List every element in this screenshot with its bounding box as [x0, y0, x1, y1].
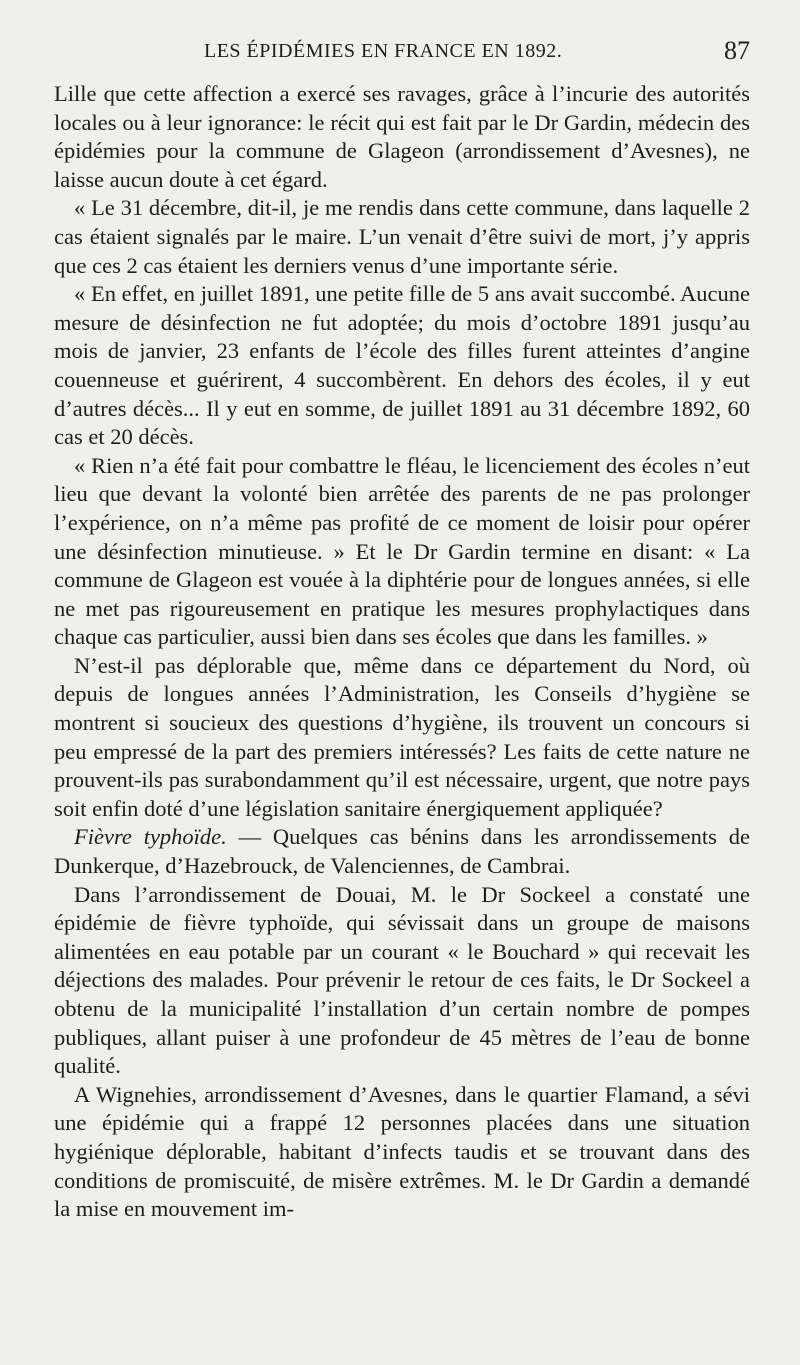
running-title: LES ÉPIDÉMIES EN FRANCE EN 1892.: [204, 40, 563, 62]
paragraph: N’est-il pas déplorable que, même dans ce département du Nord, où depuis de longues années l’Administration, les Conseils d’hygiène se montrent si soucieux des questions d’hygiène, ils trouvent un concours si peu empressé de la part des premiers intéressés? Les faits de cette nature ne prouvent-ils pas surabondamment qu’il est nécessaire, urgent, que notre pays soit enfin doté d’une législation sanitaire énergiquement appliquée?: [54, 652, 750, 821]
section-title: Fièvre typhoïde.: [74, 824, 227, 850]
body-text: [54, 80, 750, 1224]
paragraph: Lille que cette affection a exercé ses ravages, grâce à l’incurie des autorités locales ou à leur ignorance: le récit qui est fait par le Dr Gardin, médecin des épidémies pour la commune de Glageon (arrondissement d’Avesnes), ne laisse aucun doute à cet égard.: [54, 81, 750, 192]
paragraph: A Wignehies, arrondissement d’Avesnes, dans le quartier Flamand, a sévi une épidémie qui a frappé 12 personnes placées dans une situation hygiénique déplorable, habitant d’infects taudis et se trouvant dans des conditions de promiscuité, de misère extrêmes. M. le Dr Gardin a demandé la mise en mouvement im-: [54, 1081, 750, 1222]
section-paragraph: [54, 823, 750, 880]
page-number: 87: [724, 36, 750, 65]
section-text: — Quelques cas bénins dans les arrondissements de Dunkerque, d’Hazebrouck, de Valenciennes, de Cambrai.: [54, 824, 750, 879]
paragraph: « Rien n’a été fait pour combattre le fléau, le licenciement des écoles n’eut lieu que devant la volonté bien arrêtée des parents de ne pas prolonger l’expérience, on n’a même pas profité de ce moment de loisir pour opérer une désinfection minutieuse. » Et le Dr Gardin termine en disant: « La commune de Glageon est vouée à la diphtérie pour de longues années, si elle ne met pas rigoureusement en pratique les mesures prophylactiques dans chaque cas particulier, aussi bien dans ses écoles que dans les familles. »: [54, 452, 750, 650]
paragraph: « En effet, en juillet 1891, une petite fille de 5 ans avait succombé. Aucune mesure de désinfection ne fut adoptée; du mois d’octobre 1891 jusqu’au mois de janvier, 23 enfants de l’école des filles furent atteintes d’angine couenneuse et guérirent, 4 succombèrent. En dehors des écoles, il y eut d’autres décès... Il y eut en somme, de juillet 1891 au 31 décembre 1892, 60 cas et 20 décès.: [54, 281, 750, 450]
paragraph: « Le 31 décembre, dit-il, je me rendis dans cette commune, dans laquelle 2 cas étaient signalés par le maire. L’un venait d’être suivi de mort, j’y appris que ces 2 cas étaient les derniers venus d’une importante série.: [54, 195, 750, 278]
running-head: [54, 36, 750, 80]
paragraph: Dans l’arrondissement de Douai, M. le Dr Sockeel a constaté une épidémie de fièvre typhoïde, qui sévissait dans un groupe de maisons alimentées en eau potable par un courant « le Bouchard » qui recevait les déjections des malades. Pour prévenir le retour de ces faits, le Dr Sockeel a obtenu de la municipalité l’installation d’un certain nombre de pompes publiques, allant puiser à une profondeur de 45 mètres de l’eau de bonne qualité.: [54, 881, 750, 1079]
